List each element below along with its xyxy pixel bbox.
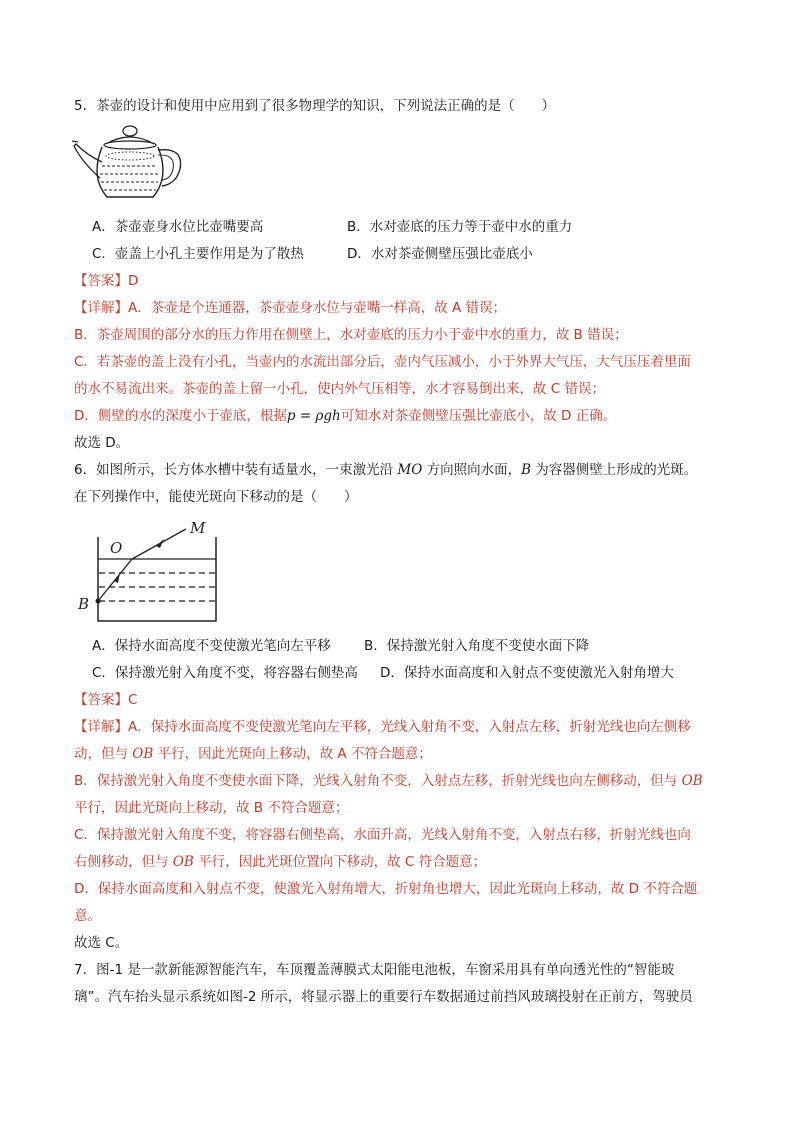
teapot-figure — [72, 122, 187, 204]
q5-option-a: A．茶壶壶身水位比壶嘴要高 — [92, 219, 264, 235]
q6-conclusion: 故选 C。 — [74, 935, 129, 951]
q5-stem: 5．茶壶的设计和使用中应用到了很多物理学的知识，下列说法正确的是（ ） — [74, 98, 556, 114]
answer-tag: 【答案】 — [74, 692, 128, 708]
detail-text: A．茶壶是个连通器，茶壶壶身水位与壶嘴一样高，故 A 错误； — [128, 300, 507, 316]
label-o: O — [110, 539, 123, 557]
stem-var-mo: MO — [397, 462, 423, 478]
q6-option-b: B．保持激光射入角度不变使水面下降 — [364, 638, 590, 654]
detail-text: B．保持激光射入角度不变使水面下降，光线入射角不变，入射点左移，折射光线也向左侧移动，但与 — [74, 773, 682, 789]
q5-option-c: C．壶盖上小孔主要作用是为了散热 — [92, 246, 304, 262]
var-ob: OB — [172, 854, 194, 870]
stem-text: 为容器侧壁上形成的光斑。 — [531, 462, 698, 478]
var-ob: OB — [681, 773, 703, 789]
stem-var-b: B — [521, 462, 531, 478]
q6-stem-line1 — [74, 460, 697, 480]
detail-tag: 【详解】 — [74, 719, 128, 735]
detail-text: D．侧壁的水的深度小于壶底，根据 — [74, 408, 287, 424]
answer-tag: 【答案】 — [74, 273, 128, 289]
q6-detail-b2: 平行，因此光斑向上移动，故 B 不符合题意； — [74, 800, 349, 816]
answer-value: C — [128, 692, 138, 708]
q7-line1: 7．图-1 是一款新能源智能汽车，车顶覆盖薄膜式太阳能电池板，车窗采用具有单向透光性的“智能玻 — [74, 962, 675, 978]
water-tank-figure — [74, 515, 224, 627]
detail-text: 动，但与 — [74, 746, 133, 762]
stem-text: 6．如图所示，长方体水槽中装有适量水，一束激光沿 — [74, 462, 398, 478]
detail-text: 右侧移动，但与 — [74, 854, 173, 870]
label-m: M — [190, 519, 206, 537]
q6-detail-b1 — [74, 771, 703, 791]
q5-detail-b: B．茶壶周围的部分水的压力作用在侧壁上，水对壶底的压力小于壶中水的重力，故 B 错误； — [74, 327, 628, 343]
q5-detail-a — [74, 298, 506, 318]
q5-detail-d — [74, 406, 616, 426]
label-b: B — [78, 595, 90, 613]
q6-answer — [74, 690, 137, 710]
var-ob: OB — [132, 746, 154, 762]
detail-text: A．保持水面高度不变使激光笔向左平移，光线入射角不变，入射点左移，折射光线也向左侧移 — [128, 719, 691, 735]
detail-text: 平行，因此光斑位置向下移动，故 C 符合题意； — [193, 854, 487, 870]
detail-tag: 【详解】 — [74, 300, 128, 316]
q6-option-c: C．保持激光射入角度不变，将容器右侧垫高 — [92, 665, 358, 681]
q5-answer — [74, 271, 138, 291]
q5-option-b: B．水对壶底的压力等于壶中水的重力 — [347, 219, 573, 235]
q6-stem-line2: 在下列操作中，能使光斑向下移动的是（ ） — [74, 489, 358, 505]
q6-option-d: D．保持水面高度和入射点不变使激光入射角增大 — [380, 665, 674, 681]
q5-conclusion: 故选 D。 — [74, 435, 130, 451]
q6-option-a: A．保持水面高度不变使激光笔向左平移 — [92, 638, 331, 654]
q6-detail-d1: D．保持水面高度和入射点不变，使激光入射角增大，折射角也增大，因此光斑向上移动，故 D 不符合题 — [74, 881, 698, 897]
q6-detail-a2 — [74, 744, 432, 764]
q5-option-d: D．水对茶壶侧壁压强比壶底小 — [347, 246, 533, 262]
formula: p = ρgh — [286, 408, 341, 424]
q6-detail-a1 — [74, 717, 691, 737]
detail-text: 平行，因此光斑向上移动，故 A 不符合题意； — [153, 746, 432, 762]
detail-text: 可知水对茶壶侧壁压强比壶底小，故 D 正确。 — [340, 408, 617, 424]
q5-detail-c2: 的水不易流出来。茶壶的盖上留一小孔，使内外气压相等，水才容易倒出来，故 C 错误； — [74, 381, 606, 397]
stem-text: 方向照向水面， — [422, 462, 522, 478]
q6-detail-c1: C．保持激光射入角度不变，将容器右侧垫高，水面升高，光线入射角不变，入射点右移，折射光线也向 — [74, 827, 691, 843]
q6-detail-d2: 意。 — [74, 908, 101, 924]
q5-detail-c1: C．若茶壶的盖上没有小孔，当壶内的水流出部分后，壶内气压减小，小于外界大气压，大气压压着里面 — [74, 354, 691, 370]
answer-value: D — [128, 273, 139, 289]
q7-line2: 璃”。汽车抬头显示系统如图-2 所示，将显示器上的重要行车数据通过前挡风玻璃投射在正前方，驾驶员 — [74, 989, 693, 1005]
q6-detail-c2 — [74, 852, 486, 872]
